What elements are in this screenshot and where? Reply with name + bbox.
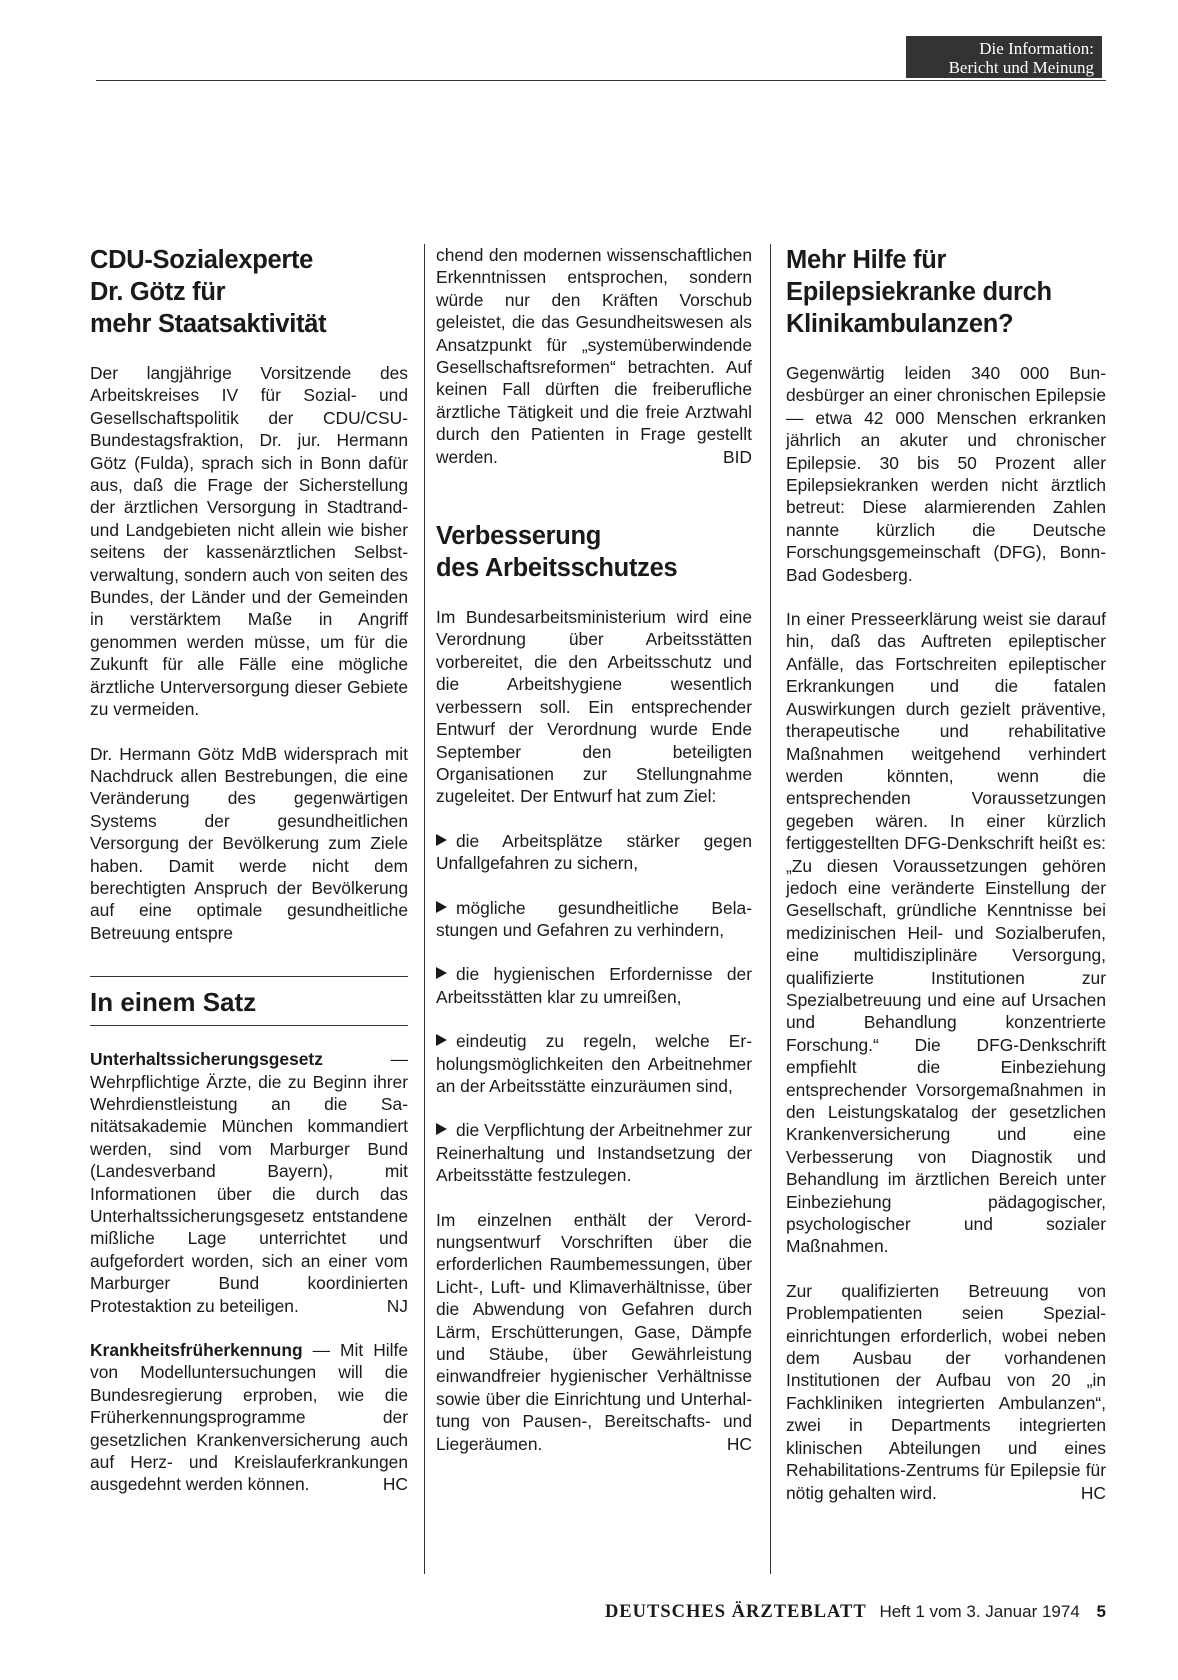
article2-bullet-4: eindeutig zu regeln, welche Erholungsmöglichkeiten den Arbeitnehmer an der Arbeitsstätte einzuräumen sind, bbox=[436, 1031, 752, 1096]
article2-bullet-3: die hygienischen Erfordernisse der Arbeitsstätten klar zu umreißen, bbox=[436, 964, 752, 1007]
article3-signature: HC bbox=[1080, 1482, 1106, 1503]
article2-bullet-5: die Verpflichtung der Arbeitnehmer zur Reinerhaltung und Instandsetzung der Arbeitsstätte festzulegen. bbox=[436, 1120, 752, 1186]
section-label-line2: Bericht und Meinung bbox=[948, 58, 1094, 77]
article3-paragraph-2: In einer Presseerklärung weist sie darauf hin, daß das Auftreten epileptischer Anfälle, das Fortschreiten epileptischer Erkrankungen und die fatalen Auswirkungen durch gezielt präventive, therapeutische und rehabilitative Maßnahmen weitgehend verhindert werden könnten, wenn die entsprechenden Voraussetzungen gegeben wären. In einer kürzlich fertiggestellten DFG-Denkschrift heißt es: „Zu diesen Voraussetzungen gehören jedoch eine veränderte Einstellung der Gesellschaft, gründliche Kenntnisse bei medizinischen Heil- und Sozialberufen, eine multidisziplinäre Versorgung, qualifizierte Institutionen zur Spezialbetreuung und eine auf Ursachen und Behandlung konzentrierte Forschung.“ Die DFG-Denkschrift empfiehlt die Einbeziehung entsprechender Vorsorgemaßnahmen in den Leistungskatalog der gesetzlichen Krankenversicherung und eine Verbesserung von Diagnostik und Behandlung im ärztlichen Bereich unter Einbeziehung pädagogischer, psychologischer und sozialer Maßnahmen. bbox=[786, 609, 1106, 1257]
bullet-triangle-icon bbox=[436, 967, 447, 979]
article1-paragraph-3: chend den modernen wissenschaftlichen Erkenntnissen entsprochen, sondern würde nur den Kräften Vorschub geleistet, die das Gesundheitswesen als Ansatzpunkt für „systemüberwindende Gesellschaftsreformen“ betrachten. Auf keinen Fall dürften die freiberufliche ärztliche Tätigkeit und die freie Arztwahl durch den Patienten in Frage gestellt werden. BID bbox=[436, 245, 752, 467]
in-brief-bottom-rule bbox=[90, 1025, 408, 1026]
column-2 bbox=[436, 244, 752, 1455]
column-1 bbox=[90, 244, 408, 1496]
page-number: 5 bbox=[1096, 1602, 1106, 1621]
in-brief-item-1-title: Unterhaltssicherungsgesetz bbox=[90, 1049, 323, 1070]
article2-bullet-1: die Arbeitsplätze stärker gegen Unfallgefahren zu sichern, bbox=[436, 830, 752, 874]
column-3 bbox=[786, 244, 1106, 1504]
publication-name: DEUTSCHES ÄRZTEBLATT bbox=[604, 1602, 867, 1622]
in-brief-item-1-text: Wehrpflichtige Ärzte, die zu Beginn ihrer Wehrdienstleistung an die Sanitätsakademie München kommandiert werden, sind vom Marburger Bund (Landesverband Bayern), mit Informationen über die durch das Unterhaltssicherungsgesetz entstandene mißliche Lage unterrichtet und aufgefordert worden, sich an einer vom Marburger Bund koordinierten Protestaktion zu beteiligen. bbox=[90, 1071, 408, 1316]
article1-signature: BID bbox=[723, 446, 752, 467]
in-brief-item-2-signature: HC bbox=[382, 1474, 408, 1495]
bullet-triangle-icon bbox=[436, 1034, 447, 1046]
section-badge bbox=[906, 36, 1102, 78]
article3-title: Mehr Hilfe für Epilepsiekranke durch Klinikambulanzen? bbox=[786, 246, 1052, 338]
bullet-triangle-icon bbox=[436, 1123, 447, 1135]
in-brief-item-2-text: — Mit Hilfe von Modelluntersuchungen will die Bundesregierung erproben, wie die Früherkennungsprogramme der gesetzlichen Krankenversicherung auch auf Herz- und Kreislauferkrankungen ausgedehnt werden können. bbox=[90, 1340, 408, 1495]
article2-intro: Im Bundesarbeitsministerium wird eine Verordnung über Arbeitsstätten vorbereitet, die den Arbeitsschutz und die Arbeitshygiene wesentlich verbessern soll. Ein entsprechender Entwurf der Verordnung wurde Ende September den beteiligten Organisationen zur Stellungnahme zugeleitet. Der Entwurf hat zum Ziel: bbox=[436, 607, 752, 807]
in-brief-top-rule bbox=[90, 976, 408, 977]
in-brief-heading: In einem Satz bbox=[90, 987, 257, 1018]
article1-title: CDU-Sozialexperte Dr. Götz für mehr Staatsaktivität bbox=[90, 246, 327, 338]
in-brief-item-1-signature: NJ bbox=[386, 1295, 408, 1316]
article2-bullet-2: mögliche gesundheitliche Belastungen und Gefahren zu verhindern, bbox=[436, 897, 752, 940]
header-rule bbox=[96, 80, 1106, 81]
article3-paragraph-1: Gegenwärtig leiden 340 000 Bundesbürger an einer chronischen Epilepsie — etwa 42 000 Menschen erkranken jährlich an akuter und chronischer Epilepsie. 30 bis 50 Prozent aller Epilepsiekranken werden nicht ärztlich betreut: Diese alarmierenden Zahlen nannte kürzlich die Deutsche Forschungsgemeinschaft (DFG), Bonn-Bad Godesberg. bbox=[786, 363, 1106, 585]
article2-signature: HC bbox=[726, 1433, 752, 1454]
article2-title: Verbesserung des Arbeitsschutzes bbox=[436, 522, 678, 583]
article2-closing: Im einzelnen enthält der Verordnungsentwurf Vorschriften über die erforderlichen Raumbemessungen, über Licht-, Luft- und Klimaverhältnisse, über die Abwendung von Gefahren durch Lärm, Erschütterungen, Gase, Dämpfe und Stäube, über Gewährleistung einwandfreier hygienischer Verhältnisse sowie über die Einrichtung und Unterhaltung von Pausen-, Bereitschafts- und Liegeräumen. HC bbox=[436, 1209, 752, 1454]
article3-paragraph-3: Zur qualifizierten Betreuung von Problempatienten seien Spezialeinrichtungen erforderlich, wobei neben dem Ausbau der vorhandenen Institutionen der Aufbau von 20 „in Fachkliniken integrierten Ambulanzen“, zwei in Departments integrierten klinischen Abteilungen und eines Rehabilitations-Zentrums für Epilepsie für nötig gehalten wird. HC bbox=[786, 1280, 1106, 1503]
article1-paragraph-1: Der langjährige Vorsitzende des Arbeitskreises IV für Sozial- und Gesellschaftspolitik der CDU/CSU-Bundestagsfraktion, Dr. jur. Hermann Götz (Fulda), sprach sich in Bonn dafür aus, daß die Frage der Sicherstellung der ärztlichen Versorgung in Stadtrand- und Landgebieten nicht allein wie bisher seitens der kassenärztlichen Selbstverwaltung, sondern auch von seiten des Bundes, der Länder und der Gemeinden in verstärktem Maße in Angriff genommen werden müsse, um für die Zukunft für alle Fälle eine mögliche ärztliche Unterversorgung dieser Gebiete zu vermeiden. bbox=[90, 363, 408, 720]
in-brief-item-2-title: Krankheitsfrüherkennung bbox=[90, 1340, 303, 1361]
page-footer bbox=[498, 1601, 1106, 1623]
bullet-triangle-icon bbox=[436, 834, 447, 846]
in-brief-item-2 bbox=[90, 1339, 408, 1496]
section-label-line1: Die Information: bbox=[979, 39, 1094, 58]
article1-paragraph-2: Dr. Hermann Götz MdB widersprach mit Nachdruck allen Bestrebungen, die eine Veränderung des gegenwärtigen Systems der gesundheitlichen Versorgung der Bevölkerung zum Ziele haben. Damit werde nicht dem berechtigten Anspruch der Bevölkerung auf eine optimale gesundheitliche Betreuung entspre bbox=[90, 743, 408, 943]
bullet-triangle-icon bbox=[436, 901, 447, 913]
column-divider-1 bbox=[424, 244, 425, 1574]
issue-info: Heft 1 vom 3. Januar 1974 bbox=[879, 1602, 1080, 1621]
column-divider-2 bbox=[770, 244, 771, 1574]
in-brief-item-1: — Unterhaltssicherungsgesetz Wehrpflichtige Ärzte, die zu Beginn ihrer Wehrdienstleistung an die Sanitätsakademie München kommandiert werden, sind vom Marburger Bund (Landesverband Bayern), mit Informationen über die durch das Unterhaltssicherungsgesetz entstandene mißliche Lage unterrichtet und aufgefordert worden, sich an einer vom Marburger Bund koordinierten Protestaktion zu beteiligen. NJ bbox=[90, 1049, 408, 1316]
